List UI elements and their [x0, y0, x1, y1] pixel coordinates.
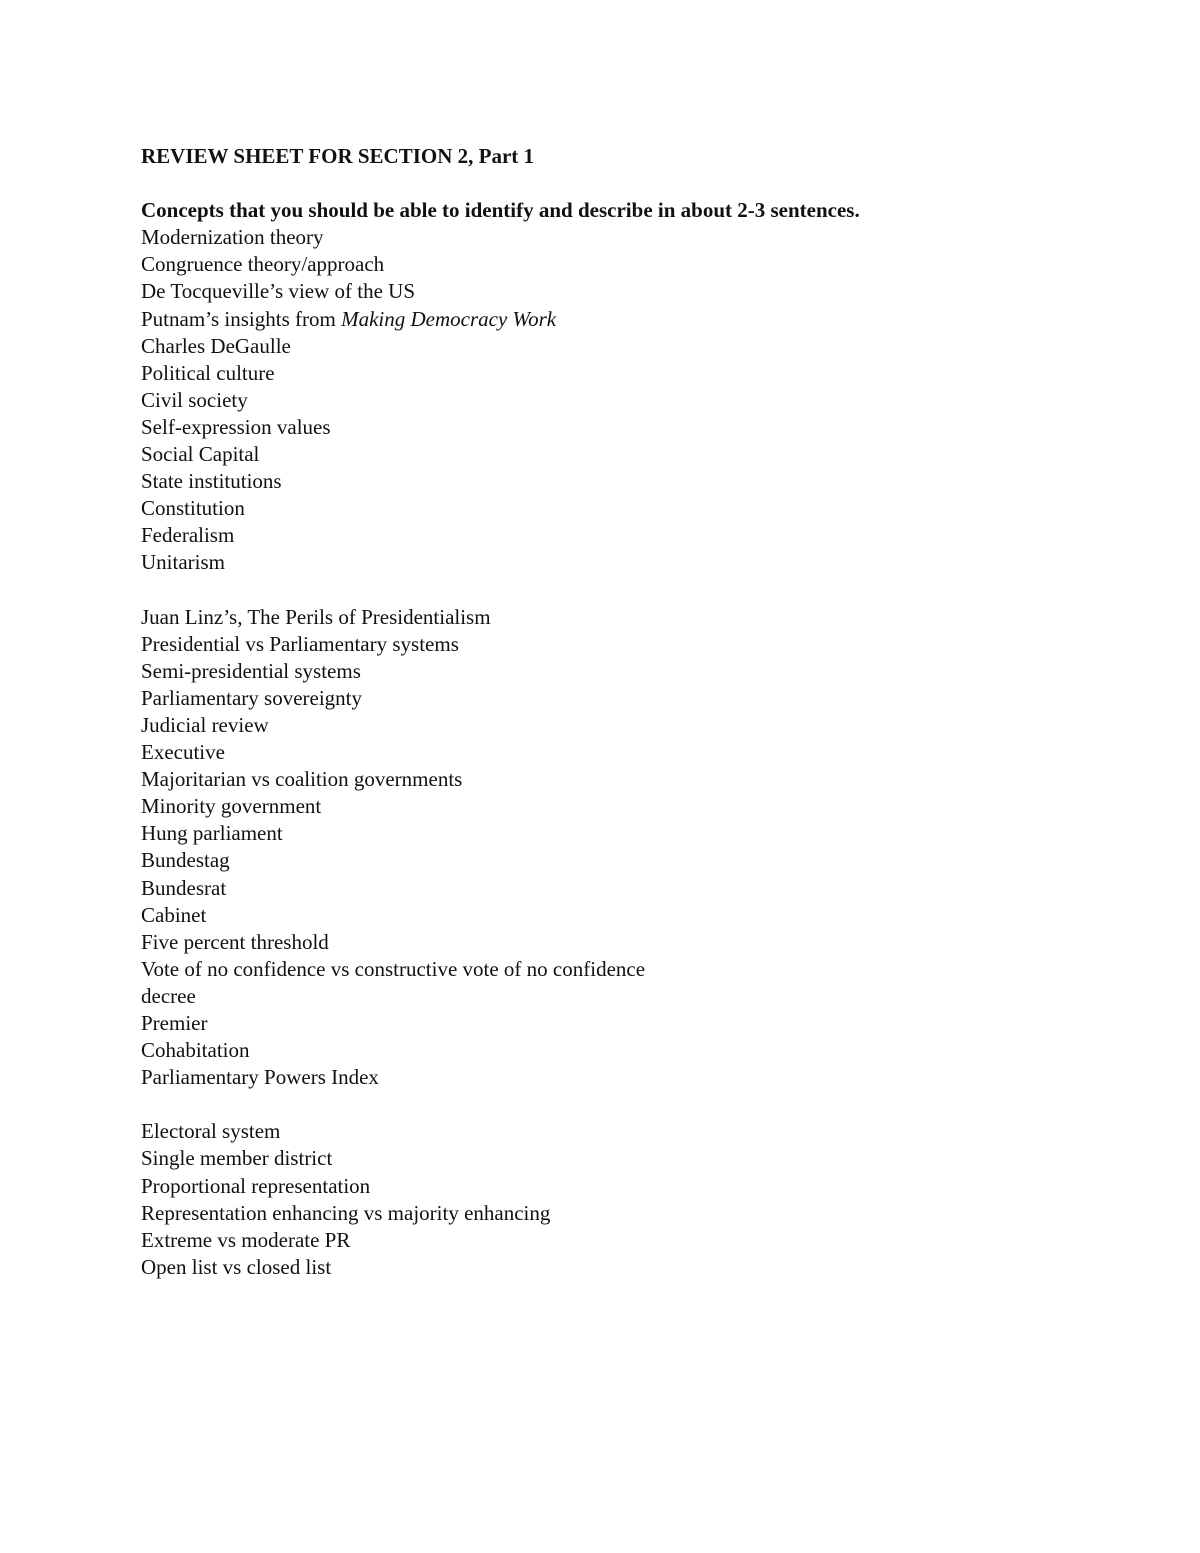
- concept-item: Extreme vs moderate PR: [141, 1227, 351, 1252]
- concept-item: Majoritarian vs coalition governments: [141, 767, 463, 792]
- concept-item: Executive: [141, 740, 225, 765]
- concept-item: Semi-presidential systems: [141, 658, 361, 683]
- concept-item: Bundestag: [141, 848, 230, 873]
- concept-item: Unitarism: [141, 550, 225, 575]
- concept-item: Parliamentary sovereignty: [141, 685, 363, 710]
- document-title: REVIEW SHEET FOR SECTION 2, Part 1: [141, 144, 535, 168]
- blank-line: [141, 170, 1101, 197]
- concept-item: Judicial review: [141, 712, 269, 737]
- concept-item: Cabinet: [141, 902, 207, 927]
- section-heading: Concepts that you should be able to identify and describe in about 2-3 sentences.: [141, 198, 860, 223]
- concept-item: Bundesrat: [141, 875, 227, 900]
- concept-item: Cohabitation: [141, 1038, 250, 1063]
- concept-item: Charles DeGaulle: [141, 333, 291, 358]
- concept-item: Parliamentary Powers Index: [141, 1065, 379, 1090]
- concept-item: State institutions: [141, 469, 282, 494]
- concept-item: Juan Linz’s, The Perils of Presidentialism: [141, 604, 491, 629]
- concept-item: De Tocqueville’s view of the US: [141, 279, 416, 304]
- concept-item: Premier: [141, 1011, 208, 1035]
- concept-item: Constitution: [141, 496, 245, 521]
- concept-item: Five percent threshold: [141, 929, 329, 954]
- concept-item-putnam: [141, 306, 1101, 333]
- concept-item: Self-expression values: [141, 414, 331, 439]
- document-page: [141, 143, 1101, 1281]
- concept-item: Civil society: [141, 387, 248, 412]
- concept-item: Single member district: [141, 1146, 333, 1171]
- concept-item: Political culture: [141, 360, 275, 385]
- concept-item: Federalism: [141, 523, 235, 548]
- concept-item: Proportional representation: [141, 1173, 371, 1198]
- blank-line: [141, 1091, 1101, 1118]
- blank-line: [141, 577, 1101, 604]
- concept-item: decree: [141, 983, 196, 1008]
- concept-item: Presidential vs Parliamentary systems: [141, 631, 459, 656]
- concept-item: Social Capital: [141, 442, 260, 467]
- concept-item: Congruence theory/approach: [141, 252, 385, 277]
- concept-item: Representation enhancing vs majority enhancing: [141, 1200, 551, 1225]
- concept-item: Minority government: [141, 794, 322, 819]
- putnam-prefix: Putnam’s insights from: [141, 306, 342, 331]
- concept-item: Modernization theory: [141, 225, 324, 250]
- concept-item: Vote of no confidence vs constructive vote of no confidence: [141, 956, 646, 981]
- concept-item: Electoral system: [141, 1119, 281, 1144]
- concept-item: Hung parliament: [141, 821, 283, 846]
- putnam-work-title: Making Democracy Work: [341, 306, 557, 331]
- concept-item: Open list vs closed list: [141, 1254, 332, 1279]
